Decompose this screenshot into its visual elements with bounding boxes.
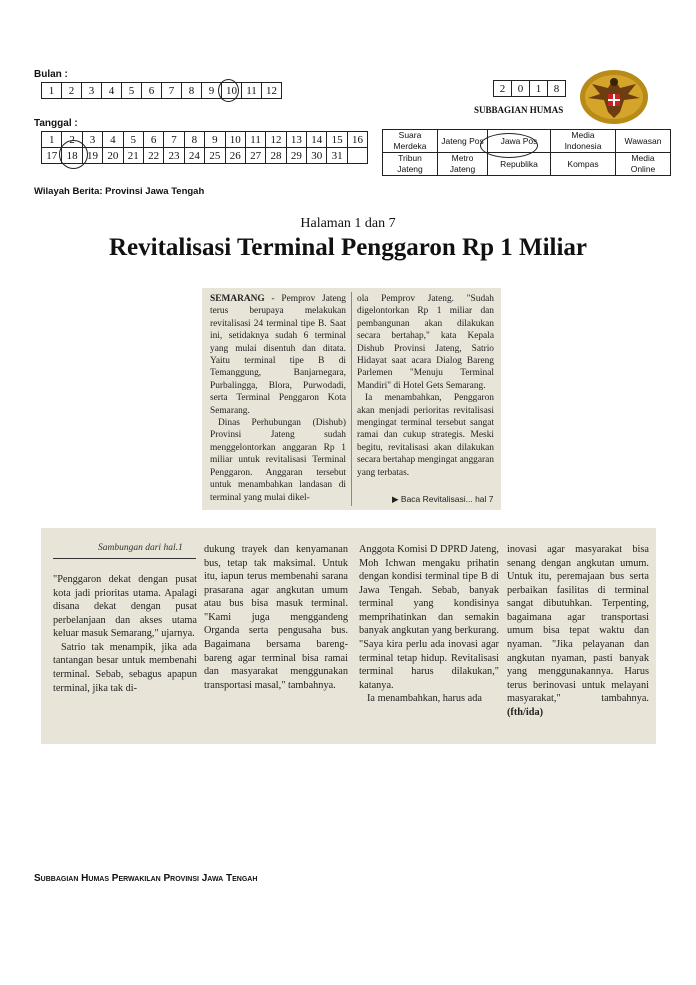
clip1-col1-p2: Dinas Perhubungan (Dishub) Provinsi Jateng sudah menggelontorkan anggaran Rp 1 miliar untuk revitalisasi Terminal Penggaron. Anggaran tersebut untuk menambahkan landasan di terminal yang mulai dikel- (210, 418, 346, 503)
date-selection-circle (59, 140, 88, 169)
date-cell: 1 (42, 132, 62, 148)
clip2-column-1 (53, 573, 197, 695)
date-cell: 20 (103, 148, 123, 164)
year-digit-cell: 8 (548, 81, 566, 97)
clip2-col1-p2: Satrio tak menampik, jika ada tantangan besar untuk membenahi terminal. Sebab, sebagus apapun terminal, jika tak di- (53, 641, 197, 694)
date-cell-empty (347, 148, 367, 164)
date-cell: 29 (286, 148, 306, 164)
sambungan-label: Sambungan dari hal.1 (98, 543, 183, 553)
garuda-emblem-icon (578, 68, 650, 126)
tanggal-label: Tanggal : (34, 118, 78, 129)
date-cell: 2 (62, 132, 82, 148)
clip2-column-2 (204, 543, 348, 692)
date-cell: 9 (205, 132, 225, 148)
footer-label: Subbagian Humas Perwakilan Provinsi Jawa Tengah (34, 873, 258, 884)
baca-continuation: ▶ Baca Revitalisasi... hal 7 (392, 494, 494, 504)
media-cell: Tribun Jateng (383, 153, 438, 176)
month-cell: 2 (62, 83, 82, 99)
article-headline: Revitalisasi Terminal Penggaron Rp 1 Miliar (108, 234, 587, 261)
date-cell: 26 (225, 148, 245, 164)
clip2-col4-p1: inovasi agar masyarakat bisa senang dengan angkutan umum. Untuk itu, peremajaan bus serta perbaikan fasilitas di terminal sangat dibutuhkan. Terpenting, bagaimana agar transportasi umum bisa tepat waktu dan nyaman. "Jika pelayanan dan angkutan nyaman, pasti banyak yang menggunakannya. Harus terus berinovasi untuk melayani masyarakat," tambahnya. (507, 544, 649, 705)
date-cell: 19 (82, 148, 102, 164)
clip2-col3-p2: Ia menambahkan, harus ada (367, 693, 482, 705)
date-cell: 25 (205, 148, 225, 164)
month-grid (41, 82, 282, 99)
dateline: SEMARANG (210, 294, 265, 304)
month-cell: 8 (182, 83, 202, 99)
date-cell: 28 (266, 148, 286, 164)
clip1-col2-p1: ola Pemprov Jateng. "Sudah digelontorkan Rp 1 miliar dan pembangunan akan dilakukan secara bertahap," kata Kepala Dishub Provinsi Jateng, Satrio Hidayat saat acara Dialog Bareng Parlemen "Menuju Terminal Mandiri" di Hotel Gets Semarang. (357, 294, 494, 391)
media-cell: Media Indonesia (551, 130, 616, 153)
date-cell: 22 (143, 148, 163, 164)
media-cell: Jateng Pos (438, 130, 488, 153)
date-cell: 13 (286, 132, 306, 148)
sambungan-rule (53, 558, 196, 559)
date-cell: 24 (184, 148, 204, 164)
clip2-column-4 (507, 543, 649, 720)
date-cell: 18 (62, 148, 82, 164)
date-grid (41, 131, 368, 164)
clip2-col3-p1: Anggota Komisi D DPRD Jateng, Moh Ichwan mengaku prihatin dengan kondisi terminal tipe B di Jawa Tengah. Sebab, banyak terminal yang kondisinya memprihatinkan dan semakin banyak angkutan yang berkurang. "Saya kira perlu ada inovasi agar terminal tetap hidup. Revitalisasi terminal harus dilakukan," katanya. (359, 544, 499, 691)
date-cell: 21 (123, 148, 143, 164)
year-digit-cell: 0 (512, 81, 530, 97)
year-digit-cell: 2 (494, 81, 512, 97)
month-cell: 1 (42, 83, 62, 99)
clip2-column-3 (359, 543, 499, 706)
date-cell: 8 (184, 132, 204, 148)
clip2-col1-p1: "Penggaron dekat dengan pusat kota jadi prioritas utama. Apalagi disana dekat dengan pusat perbelanjaan dan akses utama keluar masuk Semarang," ujarnya. (53, 574, 197, 640)
date-cell: 14 (307, 132, 327, 148)
media-cell: Republika (488, 153, 551, 176)
month-cell: 3 (82, 83, 102, 99)
month-cell: 11 (242, 83, 262, 99)
date-cell: 6 (143, 132, 163, 148)
year-digit-cell: 1 (530, 81, 548, 97)
date-cell: 17 (42, 148, 62, 164)
media-cell: Wawasan (616, 130, 671, 153)
date-cell: 27 (245, 148, 265, 164)
media-cell: Suara Merdeka (383, 130, 438, 153)
date-cell: 4 (103, 132, 123, 148)
month-selection-circle (218, 79, 239, 102)
month-cell: 9 (202, 83, 222, 99)
month-cell: 5 (122, 83, 142, 99)
media-selection-circle (480, 133, 538, 158)
clip1-col2-p2: Ia menambahkan, Penggaron akan menjadi perioritas revitalisasi mengingat terminal tersebut sangat ramai dan cukup strategis. Meski begitu, revitalisasi akan dilakukan secara bertahap mengingat anggaran yang terbatas. (357, 393, 494, 478)
media-cell: Kompas (551, 153, 616, 176)
wilayah-berita: Wilayah Berita: Provinsi Jawa Tengah (34, 186, 205, 197)
media-cell: Metro Jateng (438, 153, 488, 176)
date-cell: 31 (327, 148, 347, 164)
date-cell: 3 (82, 132, 102, 148)
date-cell: 12 (266, 132, 286, 148)
column-divider (351, 292, 352, 506)
month-cell: 4 (102, 83, 122, 99)
newspaper-clipping-page1 (202, 288, 501, 510)
clip1-column-2 (357, 293, 494, 479)
date-cell: 30 (307, 148, 327, 164)
date-cell: 15 (327, 132, 347, 148)
year-grid (493, 80, 566, 97)
page-reference: Halaman 1 dan 7 (300, 216, 396, 231)
clip1-col1-p1: - Pemprov Jateng terus berupaya melakukan revitalisasi 24 terminal tipe B. Saat ini, setidaknya sudah 6 terminal yang mulai disentuh dan ditata. Yaitu terminal tipe B di Temanggung, Banjarnegara, Purbalingga, Blora, Purwodadi, serta Terminal Penggaron Kota Semarang. (210, 294, 346, 416)
date-cell: 10 (225, 132, 245, 148)
byline: (fth/ida) (507, 706, 544, 718)
month-cell: 12 (262, 83, 282, 99)
month-cell: 7 (162, 83, 182, 99)
clip1-column-1 (210, 293, 346, 504)
date-cell: 7 (164, 132, 184, 148)
date-cell: 23 (164, 148, 184, 164)
bulan-label: Bulan : (34, 69, 68, 80)
newspaper-clipping-page7 (41, 528, 656, 744)
subbagian-humas-label: SUBBAGIAN HUMAS (474, 105, 564, 115)
date-cell: 5 (123, 132, 143, 148)
month-cell: 10 (222, 83, 242, 99)
date-cell: 11 (245, 132, 265, 148)
media-cell: Jawa Pos (488, 130, 551, 153)
month-cell: 6 (142, 83, 162, 99)
date-cell: 16 (347, 132, 367, 148)
media-cell: Media Online (616, 153, 671, 176)
clip2-col2-p1: dukung trayek dan kenyamanan bus, tetap tak maksimal. Untuk itu, iapun terus membenahi sarana prasarana agar angkutan umum atau bus bisa masuk terminal. "Kami juga menggandeng Organda serta pengusaha bus. Bagaimana bersama bareng-bareng agar terminal bisa ramai dan masyarakat menggunakan transportasi masal," tambahnya. (204, 544, 348, 691)
